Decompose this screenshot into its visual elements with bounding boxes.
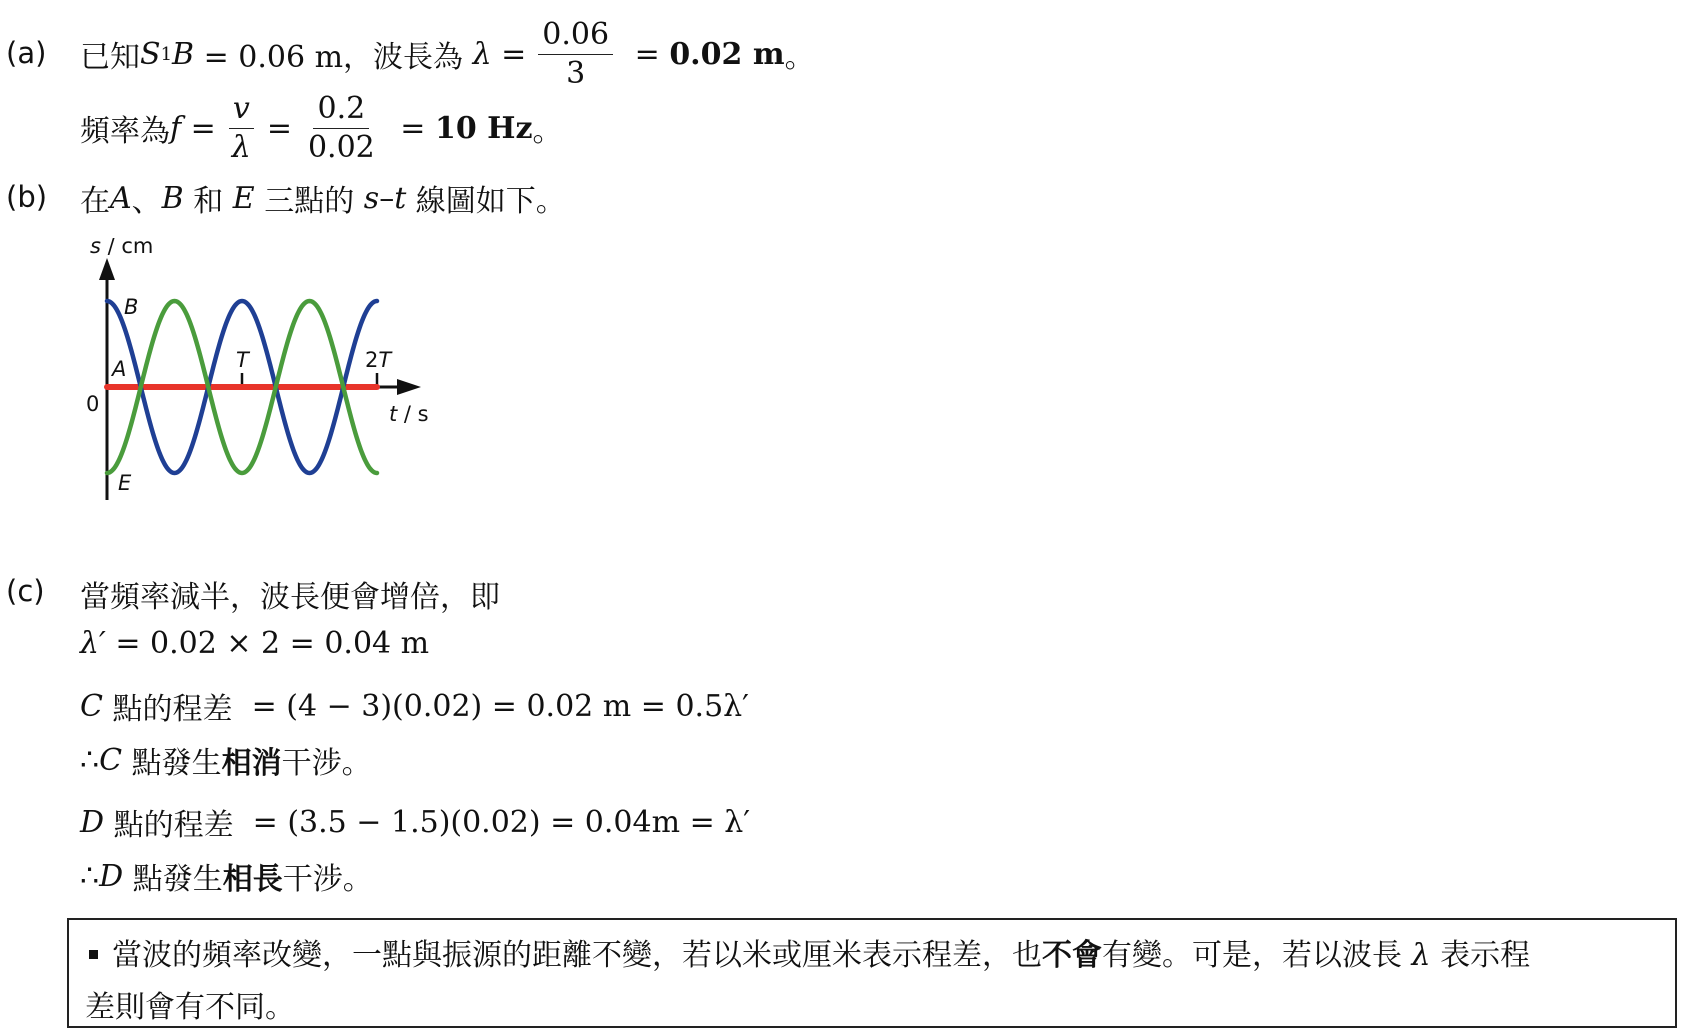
fraction-frequency xyxy=(304,93,379,163)
point-d: D xyxy=(99,858,124,894)
lambda-symbol: λ xyxy=(472,36,492,72)
fraction-denominator: λ xyxy=(231,129,251,165)
bullet-icon xyxy=(89,950,98,959)
point-e: E xyxy=(232,180,255,216)
c-conclusion xyxy=(80,738,372,782)
therefore-symbol: ∴ xyxy=(80,742,100,778)
note-part2: 有變。可是，若以波長 xyxy=(1102,938,1412,973)
fraction-denominator: 3 xyxy=(566,55,586,91)
note-line2: 差則會有不同。 xyxy=(85,990,295,1025)
dash: – xyxy=(379,180,395,216)
part-a-label: (a) xyxy=(6,36,47,70)
chart-series xyxy=(107,301,377,473)
b-prefix: 在 xyxy=(80,184,110,219)
note-line1 xyxy=(85,930,1659,982)
fraction-numerator: 0.2 xyxy=(313,93,369,129)
lambda-prime: λ′ xyxy=(80,626,106,661)
separator: 、 xyxy=(131,184,162,219)
note-bold: 不會 xyxy=(1042,938,1102,973)
constructive-word: 相長 xyxy=(222,862,283,897)
fraction-numerator: v xyxy=(229,93,254,129)
d-conclusion xyxy=(80,854,373,898)
t-var: t xyxy=(394,180,407,216)
interference-word: 干涉。 xyxy=(282,862,373,897)
line1-prefix: 已知 xyxy=(80,40,140,75)
y-axis-arrow-icon xyxy=(99,258,115,280)
part-c-label: (c) xyxy=(6,574,45,608)
fraction-denominator: 0.02 xyxy=(307,129,375,165)
wavelength-result: 0.02 m xyxy=(669,36,785,72)
result-equals: = xyxy=(390,110,435,146)
s-point: B xyxy=(172,36,195,72)
equals-sign: = xyxy=(181,110,216,146)
c-line2-expr: = 0.02 × 2 = 0.04 m xyxy=(105,626,430,661)
point-a: A xyxy=(110,180,132,216)
point-c: C xyxy=(80,688,103,724)
three-points: 三點的 xyxy=(254,184,364,219)
fraction-numerator: 0.06 xyxy=(538,19,613,55)
part-a-line2 xyxy=(80,92,563,164)
d-path-diff xyxy=(80,800,750,844)
series-label-a: A xyxy=(112,357,127,381)
point-c: C xyxy=(99,742,123,778)
y-axis-label: s / cm xyxy=(90,238,154,258)
s-t-graph xyxy=(80,238,480,544)
occurs-word: 點發生 xyxy=(122,746,222,781)
point-d: D xyxy=(80,804,105,840)
point-b: B xyxy=(161,180,184,216)
series-label-e: E xyxy=(118,471,132,495)
s-subscript: 1 xyxy=(160,43,173,65)
x-axis-label: t / s xyxy=(389,402,429,426)
c-expr: = (4 − 3)(0.02) = 0.02 m = 0.5λ′ xyxy=(232,688,749,724)
s-var: s xyxy=(363,180,380,216)
occurs-word: 點發生 xyxy=(123,862,223,897)
f-symbol: f xyxy=(170,110,182,146)
part-b-label: (b) xyxy=(6,180,48,214)
b-suffix: 線圖如下。 xyxy=(406,184,566,219)
end-mark: 。 xyxy=(532,114,563,149)
line1-given: = 0.06 m，波長為 xyxy=(194,40,473,75)
part-b-text xyxy=(80,178,566,218)
note-box xyxy=(67,918,1677,1028)
d-expr: = (3.5 − 1.5)(0.02) = 0.04m = λ′ xyxy=(233,804,751,840)
c-line2 xyxy=(80,626,429,661)
end-mark: 。 xyxy=(784,40,815,75)
note-lambda: λ xyxy=(1411,938,1431,973)
mid-equals: = xyxy=(266,110,292,146)
part-a-line1 xyxy=(80,18,815,90)
destructive-word: 相消 xyxy=(221,746,282,781)
note-part3: 表示程 xyxy=(1430,938,1531,973)
result-equals: = xyxy=(625,36,670,72)
x-tick-label: 2T xyxy=(365,348,392,372)
c-line1: 當頻率減半，波長便會增倍，即 xyxy=(80,580,500,615)
series-label-b: B xyxy=(124,295,139,319)
and-word: 和 xyxy=(183,184,233,219)
note-part1: 當波的頻率改變，一點與振源的距離不變，若以米或厘米表示程差，也 xyxy=(112,938,1042,973)
origin-label: 0 xyxy=(86,392,100,416)
line2-prefix: 頻率為 xyxy=(80,114,170,149)
c-path-diff xyxy=(80,684,749,728)
fraction-v-over-lambda xyxy=(228,93,255,163)
path-diff-word: 點的程差 xyxy=(104,808,234,843)
fraction-wavelength xyxy=(538,19,613,89)
s-symbol: S xyxy=(140,36,161,72)
path-diff-word: 點的程差 xyxy=(102,692,233,727)
frequency-result: 10 Hz xyxy=(434,110,533,146)
x-tick-label: T xyxy=(236,348,249,372)
x-axis-arrow-icon xyxy=(397,379,421,395)
therefore-symbol: ∴ xyxy=(80,858,100,894)
chart-axes xyxy=(99,258,421,500)
interference-word: 干涉。 xyxy=(281,746,372,781)
equals-sign: = xyxy=(491,36,527,72)
